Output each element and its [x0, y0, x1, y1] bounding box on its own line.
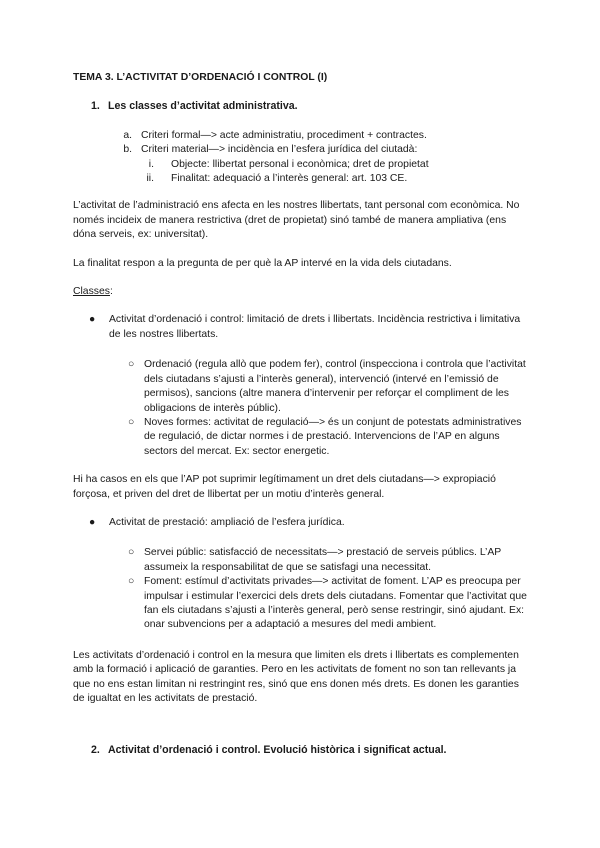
- sub-bullet-text: Noves formes: activitat de regulació—> és un conjunt de potestats administratives de regulació, de dictar normes i de prestació. Intervencions de l’AP en alguns sectors del mercat. Ex: sector energetic.: [144, 416, 522, 457]
- sub-bullet-circle: ○: [128, 576, 135, 588]
- list-marker: a.: [123, 129, 132, 141]
- list-marker: i.: [148, 158, 154, 170]
- list-text: Criteri formal—> acte administratiu, procediment + contractes.: [141, 129, 427, 141]
- classes-label-colon: :: [109, 286, 113, 298]
- sub-bullet-item: [73, 416, 531, 459]
- sub-bullet-circle: ○: [128, 359, 135, 371]
- section-1-heading: [91, 99, 531, 113]
- classes-label: [73, 285, 531, 299]
- criteria-item: [73, 129, 531, 143]
- section-1-number: 1.: [91, 100, 100, 113]
- paragraph: L’activitat de l’administració ens afecta en les nostres llibertats, tant personal com econòmica. No només incideix de manera restrictiva (dret de propietat) sinó també de manera ampliativa (ens dóna serveis, ex: universitat).: [73, 200, 520, 241]
- list-marker: ii.: [146, 173, 154, 185]
- list-marker: b.: [123, 144, 132, 156]
- sub-bullet-item: [73, 358, 531, 416]
- bullet-dot: ●: [89, 314, 96, 326]
- sub-bullet-text: Foment: estímul d’activitats privades—> activitat de foment. L’AP es preocupa per impulsar i estimular l’exercici dels drets dels ciutadans. Fomentar que l’activitat que fan els ciutadans s’ajusti a l’interès general, però sense restringir, sinó ajudant. Ex: onar subvencions per a adaptació a mesures del medi ambient.: [144, 576, 527, 631]
- sub-bullet-circle: ○: [128, 547, 135, 559]
- section-2-heading: [91, 743, 531, 757]
- list-text: Criteri material—> incidència en l’esfera jurídica del ciutadà:: [141, 144, 418, 156]
- paragraph: La finalitat respon a la pregunta de per què la AP intervé en la vida dels ciutadans.: [73, 257, 452, 269]
- section-1-title: Les classes d’activitat administrativa.: [108, 100, 298, 113]
- sub-bullet-text: Ordenació (regula allò que podem fer), control (inspecciona i controla que l’activitat dels ciutadans s’ajusti a l’interès general), intervenció (intervé en l’emissió de permisos), sancions (altre manera d’intervenir per reforçar el compliment de les obligacions de interès públic).: [144, 359, 526, 414]
- list-text: Objecte: llibertat personal i econòmica; dret de propietat: [171, 158, 429, 170]
- classes-label-text: Classes: [73, 286, 110, 298]
- subcriteria-list: [73, 158, 531, 187]
- bullet-item: [73, 516, 531, 530]
- bullet-text: Activitat de prestació: ampliació de l’esfera jurídica.: [109, 516, 345, 528]
- list-text: Finalitat: adequació a l’interès general: art. 103 CE.: [171, 173, 408, 185]
- document-title: TEMA 3. L’ACTIVITAT D’ORDENACIÓ I CONTROL (I): [73, 72, 328, 83]
- subcriteria-item: [73, 158, 531, 172]
- paragraph: Les activitats d’ordenació i control en la mesura que limiten els drets i llibertats es complementen amb la formació i aplicació de garanties. Pero en les activitats de foment no son tan rellevants ja que no ens estan limitan ni restringint res, sinó que ens donen més drets. Es donen les garanties de igualtat en les activitats de prestació.: [73, 649, 519, 704]
- criteria-item: [73, 143, 531, 157]
- document-page: [73, 70, 531, 758]
- section-2-title: Activitat d’ordenació i control. Evolució històrica i significat actual.: [108, 744, 447, 757]
- bullet-item: [73, 313, 531, 342]
- sub-bullet-item: [73, 546, 531, 575]
- paragraph: Hi ha casos en els que l’AP pot suprimir legítimament un dret dels ciutadans—> expropiació forçosa, et priven del dret de llibertat per un motiu d’interès general.: [73, 474, 496, 500]
- subcriteria-item: [73, 172, 531, 186]
- bullet-dot: ●: [89, 516, 96, 528]
- bullet-text: Activitat d’ordenació i control: limitació de drets i llibertats. Incidència restrictiva i limitativa de les nostres llibertats.: [109, 314, 521, 340]
- sub-bullet-circle: ○: [128, 416, 135, 428]
- sub-bullet-text: Servei públic: satisfacció de necessitats—> prestació de serveis públics. L’AP assumeix la responsabilitat de que se satisfagi una necessitat.: [144, 547, 502, 573]
- criteria-list: [73, 129, 531, 158]
- section-2-number: 2.: [91, 744, 100, 757]
- sub-bullet-item: [73, 575, 531, 633]
